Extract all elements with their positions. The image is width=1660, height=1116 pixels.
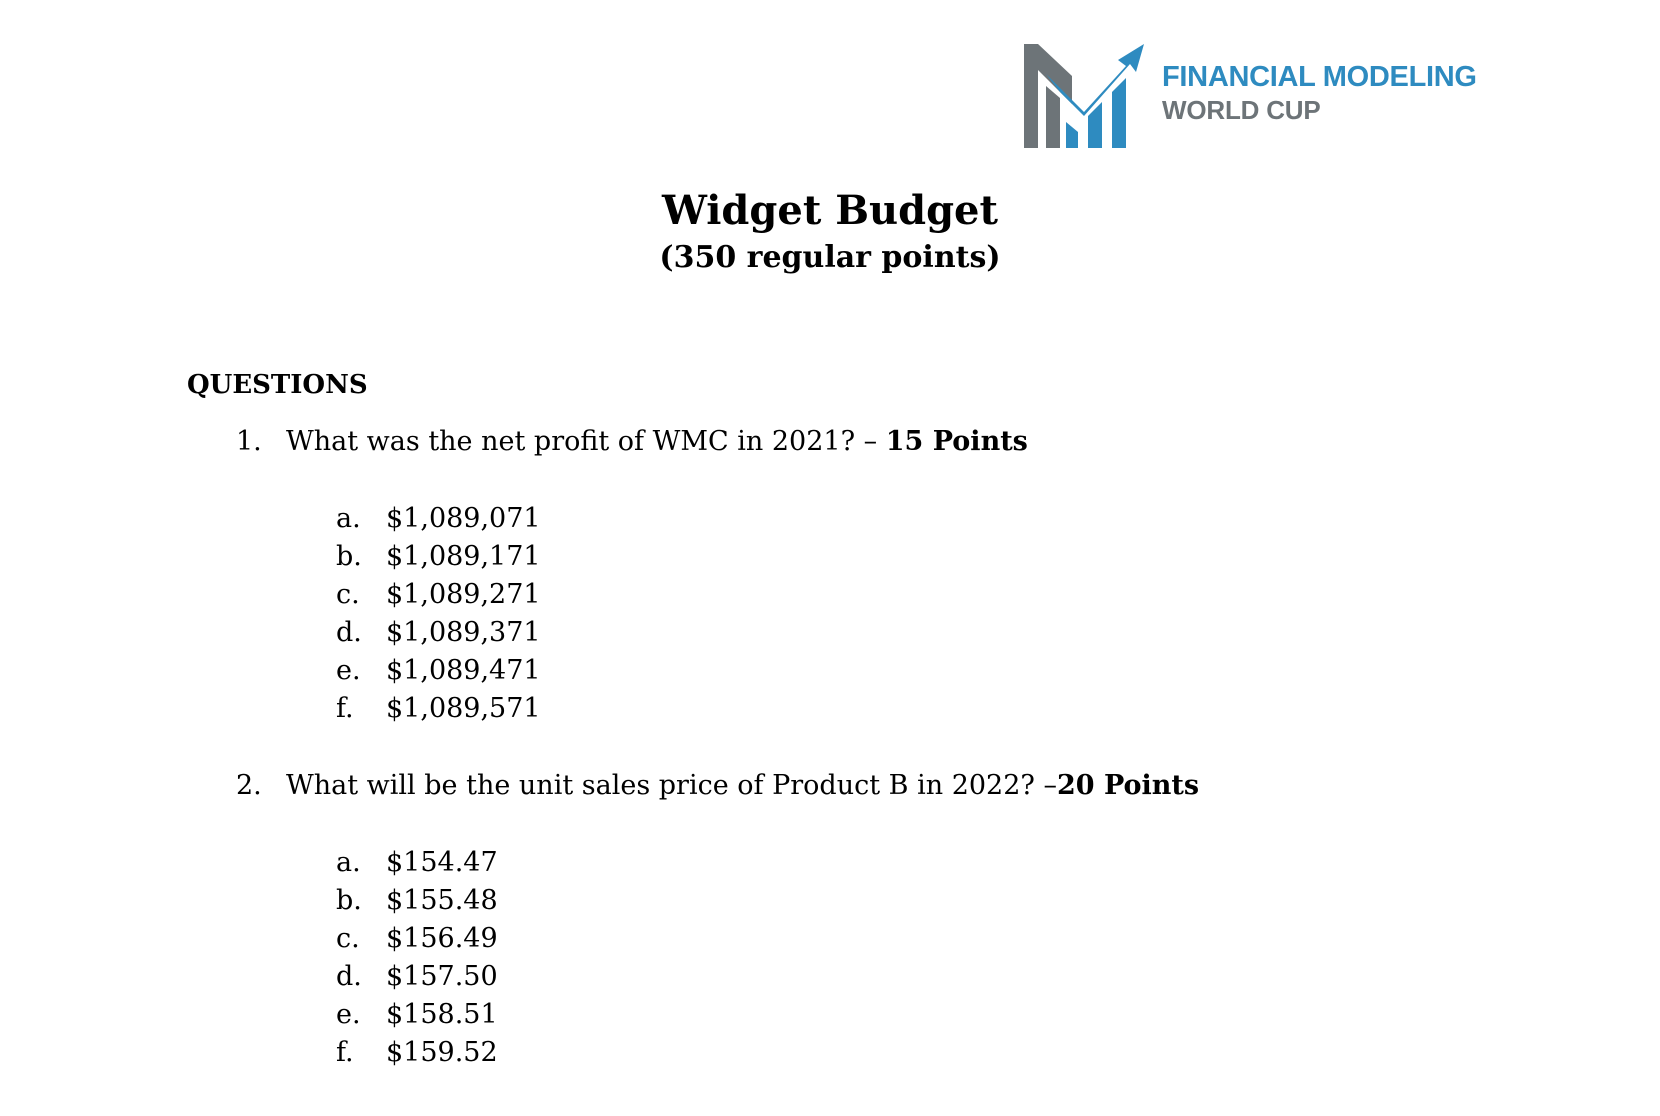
page-subtitle: (350 regular points): [659, 240, 1001, 275]
question-2-options: [336, 844, 498, 1072]
financial-modeling-world-cup-logo: [1024, 44, 1504, 154]
option-letter: c.: [336, 579, 360, 610]
option-item: [336, 1034, 498, 1072]
question-1: [236, 426, 1028, 724]
logo-wordmark: [1162, 62, 1477, 124]
option-item: [336, 958, 498, 996]
question-1-prompt: [236, 426, 1028, 458]
option-value: $157.50: [386, 961, 498, 992]
questions-heading: QUESTIONS: [187, 370, 368, 400]
option-letter: e.: [336, 999, 361, 1030]
option-letter: b.: [336, 885, 362, 916]
option-value: $1,089,071: [386, 503, 541, 534]
option-item: [336, 652, 541, 690]
fmwc-logo-icon: [1024, 44, 1144, 148]
title-block: [0, 188, 1660, 276]
option-letter: d.: [336, 961, 362, 992]
question-text: What will be the unit sales price of Product B in 2022? –: [286, 770, 1057, 801]
option-item: [336, 996, 498, 1034]
option-letter: e.: [336, 655, 361, 686]
logo-blue-bar-1: [1066, 122, 1078, 148]
option-item: [336, 576, 541, 614]
question-2-prompt: [236, 770, 1199, 802]
question-points: 15 Points: [885, 426, 1028, 457]
option-value: $159.52: [386, 1037, 498, 1068]
option-letter: d.: [336, 617, 362, 648]
option-value: $155.48: [386, 885, 498, 916]
question-2: [236, 770, 1200, 1068]
option-letter: b.: [336, 541, 362, 572]
option-item: [336, 538, 541, 576]
option-letter: f.: [336, 693, 354, 724]
option-value: $1,089,271: [386, 579, 541, 610]
option-item: [336, 690, 541, 728]
logo-line-1: FINANCIAL MODELING: [1162, 61, 1477, 93]
option-value: $158.51: [386, 999, 498, 1030]
logo-blue-bar-3: [1112, 78, 1126, 148]
option-letter: f.: [336, 1037, 354, 1068]
option-item: [336, 614, 541, 652]
question-number: 1.: [236, 426, 262, 457]
option-value: $1,089,571: [386, 693, 541, 724]
option-item: [336, 500, 541, 538]
option-item: [336, 920, 498, 958]
option-value: $156.49: [386, 923, 498, 954]
question-1-options: [336, 500, 541, 728]
logo-line-2: WORLD CUP: [1162, 94, 1321, 125]
page-title: Widget Budget: [662, 187, 998, 234]
option-value: $154.47: [386, 847, 498, 878]
logo-m-gray-inner: [1046, 86, 1060, 148]
option-value: $1,089,371: [386, 617, 541, 648]
option-item: [336, 882, 498, 920]
option-letter: a.: [336, 503, 361, 534]
option-letter: a.: [336, 847, 361, 878]
option-value: $1,089,471: [386, 655, 541, 686]
option-letter: c.: [336, 923, 360, 954]
question-number: 2.: [236, 770, 262, 801]
question-points: 20 Points: [1056, 770, 1200, 801]
option-item: [336, 844, 498, 882]
option-value: $1,089,171: [386, 541, 541, 572]
question-text: What was the net profit of WMC in 2021? –: [286, 426, 886, 457]
